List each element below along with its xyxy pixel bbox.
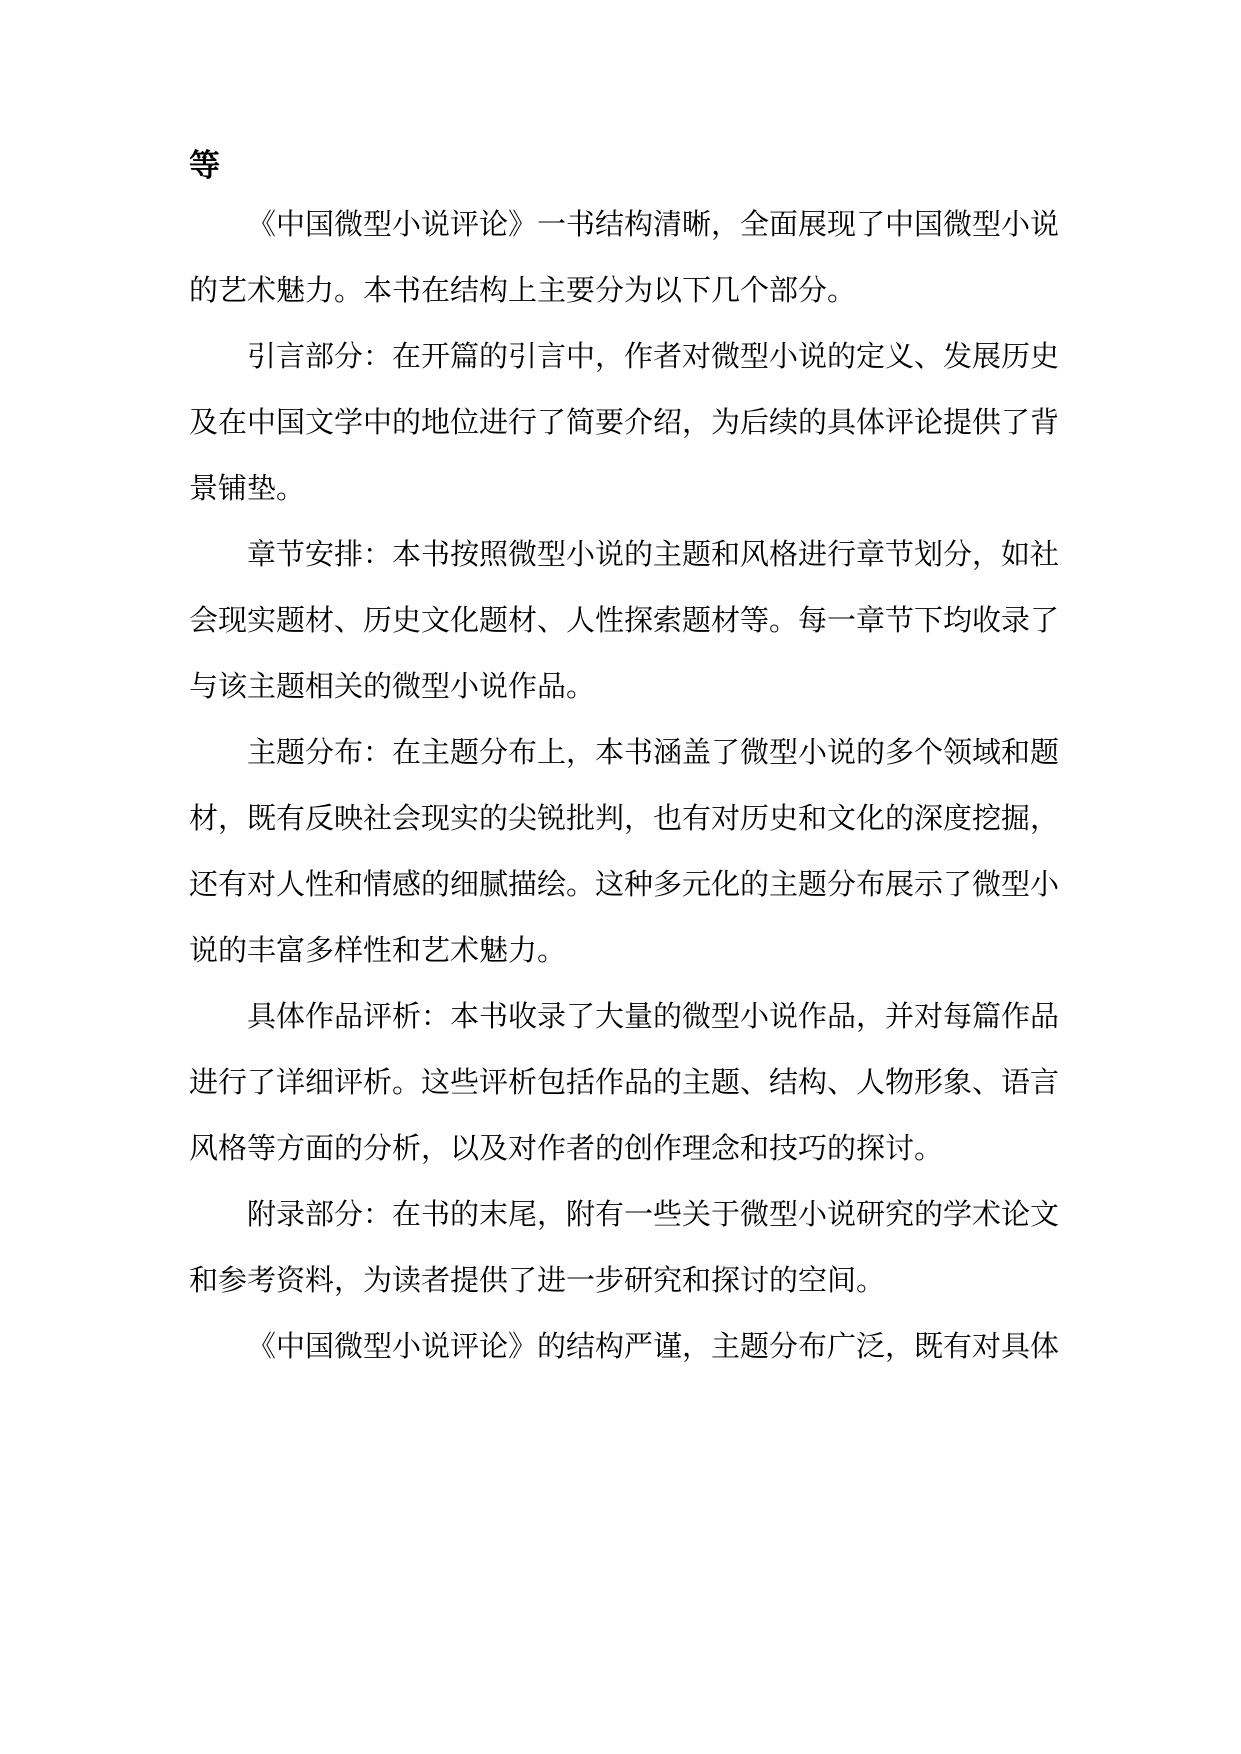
paragraph-5-line-1: 具体作品评析：本书收录了大量的微型小说作品，并对每篇作品 bbox=[247, 999, 1060, 1033]
paragraph-2-line-2: 及在中国文学中的地位进行了简要介绍，为后续的具体评论提供了背 bbox=[189, 405, 1060, 439]
heading-fragment: 等 bbox=[189, 148, 220, 184]
paragraph-3-line-2: 会现实题材、历史文化题材、人性探索题材等。每一章节下均收录了 bbox=[189, 603, 1060, 637]
paragraph-3-line-3: 与该主题相关的微型小说作品。 bbox=[189, 669, 596, 703]
paragraph-6-line-1: 附录部分：在书的末尾，附有一些关于微型小说研究的学术论文 bbox=[247, 1197, 1060, 1231]
paragraph-4-line-2: 材，既有反映社会现实的尖锐批判，也有对历史和文化的深度挖掘， bbox=[189, 801, 1060, 835]
paragraph-5-line-2: 进行了详细评析。这些评析包括作品的主题、结构、人物形象、语言 bbox=[189, 1065, 1060, 1099]
paragraph-7-line-1: 《中国微型小说评论》的结构严谨，主题分布广泛，既有对具体 bbox=[247, 1329, 1060, 1363]
paragraph-1-line-1: 《中国微型小说评论》一书结构清晰，全面展现了中国微型小说 bbox=[247, 207, 1060, 241]
paragraph-2-line-1: 引言部分：在开篇的引言中，作者对微型小说的定义、发展历史 bbox=[247, 339, 1060, 373]
paragraph-4-line-4: 说的丰富多样性和艺术魅力。 bbox=[189, 933, 567, 967]
paragraph-3-line-1: 章节安排：本书按照微型小说的主题和风格进行章节划分，如社 bbox=[247, 537, 1060, 571]
paragraph-6-line-2: 和参考资料，为读者提供了进一步研究和探讨的空间。 bbox=[189, 1263, 886, 1297]
paragraph-2-line-3: 景铺垫。 bbox=[189, 471, 306, 505]
paragraph-4-line-1: 主题分布：在主题分布上，本书涵盖了微型小说的多个领域和题 bbox=[247, 735, 1060, 769]
paragraph-4-line-3: 还有对人性和情感的细腻描绘。这种多元化的主题分布展示了微型小 bbox=[189, 867, 1060, 901]
paragraph-1-line-2: 的艺术魅力。本书在结构上主要分为以下几个部分。 bbox=[189, 273, 857, 307]
paragraph-5-line-3: 风格等方面的分析，以及对作者的创作理念和技巧的探讨。 bbox=[189, 1131, 944, 1165]
